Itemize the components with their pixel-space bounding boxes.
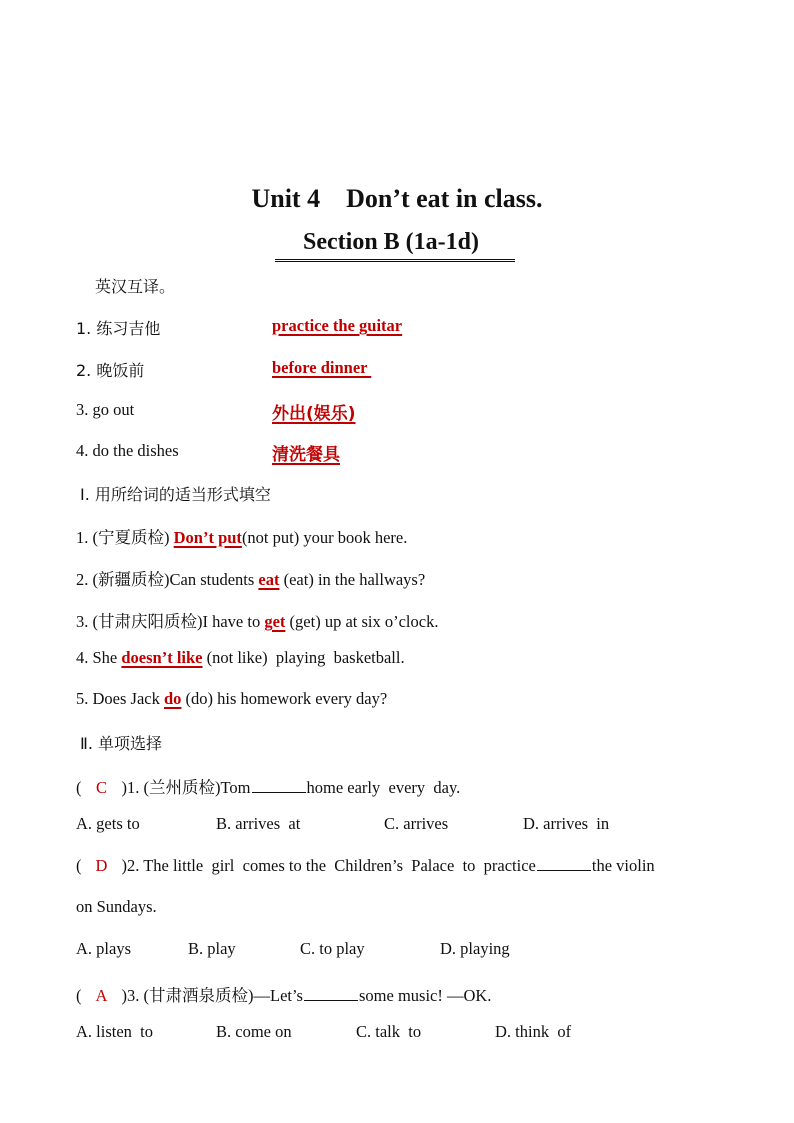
q2-stem-end: the violin [591, 856, 655, 875]
q2-option-d: D. playing [440, 939, 510, 958]
q2-blank [537, 856, 591, 871]
q1-option-d: D. arrives in [523, 814, 610, 833]
q2-option-a: A. plays [76, 939, 131, 958]
q2-open-paren: ( [76, 856, 82, 875]
q1-open-paren: ( [76, 778, 82, 797]
q3-option-d: D. think of [495, 1022, 572, 1041]
section-subtitle: Section B (1a-1d) [275, 228, 515, 262]
q3-blank [304, 986, 358, 1001]
q3-answer: A [95, 986, 108, 1005]
fill-blank-3-prefix: 3. (甘肃庆阳质检)I have to [76, 612, 265, 631]
fill-blank-3-answer: get [264, 612, 286, 631]
q3-stem: )3. (甘肃酒泉质检)—Let’s [121, 986, 303, 1005]
fill-blank-5-prefix: 5. Does Jack [76, 689, 164, 708]
fill-blank-4-suffix: (not like) playing basketball. [202, 648, 405, 667]
translation-q2-text: 2. 晚饭前 [76, 361, 145, 380]
fill-blank-1-answer: Don’t put [173, 528, 242, 547]
q1-option-a: A. gets to [76, 814, 140, 833]
q1-blank [252, 778, 306, 793]
fill-blank-3-suffix: (get) up at six o’clock. [285, 612, 439, 631]
fill-blank-item-1 [76, 524, 407, 548]
multiple-choice-heading: Ⅱ. 单项选择 [80, 734, 163, 753]
fill-blank-item-3 [76, 608, 438, 632]
q2-option-c: C. to play [300, 939, 365, 958]
fill-blank-2-answer: eat [258, 570, 280, 589]
q3-option-c: C. talk to [356, 1022, 422, 1041]
translation-question-4: 4. do the dishes [76, 441, 179, 460]
fill-blank-4-prefix: 4. She [76, 648, 122, 667]
translation-question-3: 3. go out [76, 400, 135, 419]
q3-stem-end: some music! —OK. [358, 986, 492, 1005]
translation-question-1 [76, 316, 160, 339]
fill-blank-5-answer: do [163, 689, 182, 708]
choice-question-2 [76, 856, 655, 876]
q3-open-paren: ( [76, 986, 82, 1005]
q1-option-c: C. arrives [384, 814, 449, 833]
q2-option-b: B. play [188, 939, 236, 958]
choice-question-3 [76, 982, 491, 1006]
q2-stem: )2. The little girl comes to the Children’s Palace to practice [121, 856, 536, 875]
translation-q1-text: 1. 练习吉他 [76, 319, 161, 338]
translation-answer-2: before dinner [272, 358, 372, 377]
fill-blank-2-prefix: 2. (新疆质检)Can students [76, 570, 259, 589]
page-title: Unit 4 Don’t eat in class. [251, 184, 543, 213]
q1-stem: )1. (兰州质检)Tom [121, 778, 251, 797]
translation-heading: 英汉互译。 [95, 277, 176, 296]
q1-option-b: B. arrives at [216, 814, 301, 833]
q2-answer: D [95, 856, 108, 875]
fill-blank-5-suffix: (do) his homework every day? [181, 689, 388, 708]
q1-stem-end: home early every day. [306, 778, 461, 797]
section-subtitle-wrap [0, 228, 794, 262]
fill-blank-item-4 [76, 648, 405, 668]
translation-answer-1: practice the guitar [272, 316, 403, 335]
fill-blank-1-suffix: (not put) your book here. [241, 528, 408, 547]
fill-blank-item-5 [76, 689, 387, 709]
q3-option-a: A. listen to [76, 1022, 153, 1041]
fill-blank-4-answer: doesn’t like [121, 648, 203, 667]
translation-answer-3: 外出(娱乐) [272, 404, 356, 424]
fill-blank-1-prefix: 1. (宁夏质检) [76, 528, 174, 547]
fill-blank-heading: Ⅰ. 用所给词的适当形式填空 [80, 485, 271, 504]
choice-question-1 [76, 774, 460, 798]
translation-question-2 [76, 358, 144, 381]
q3-option-b: B. come on [216, 1022, 292, 1041]
q1-answer: C [95, 778, 107, 797]
translation-answer-4: 清洗餐具 [272, 445, 340, 465]
q2-stem-line2: on Sundays. [76, 897, 157, 916]
fill-blank-item-2 [76, 566, 425, 590]
fill-blank-2-suffix: (eat) in the hallways? [279, 570, 426, 589]
